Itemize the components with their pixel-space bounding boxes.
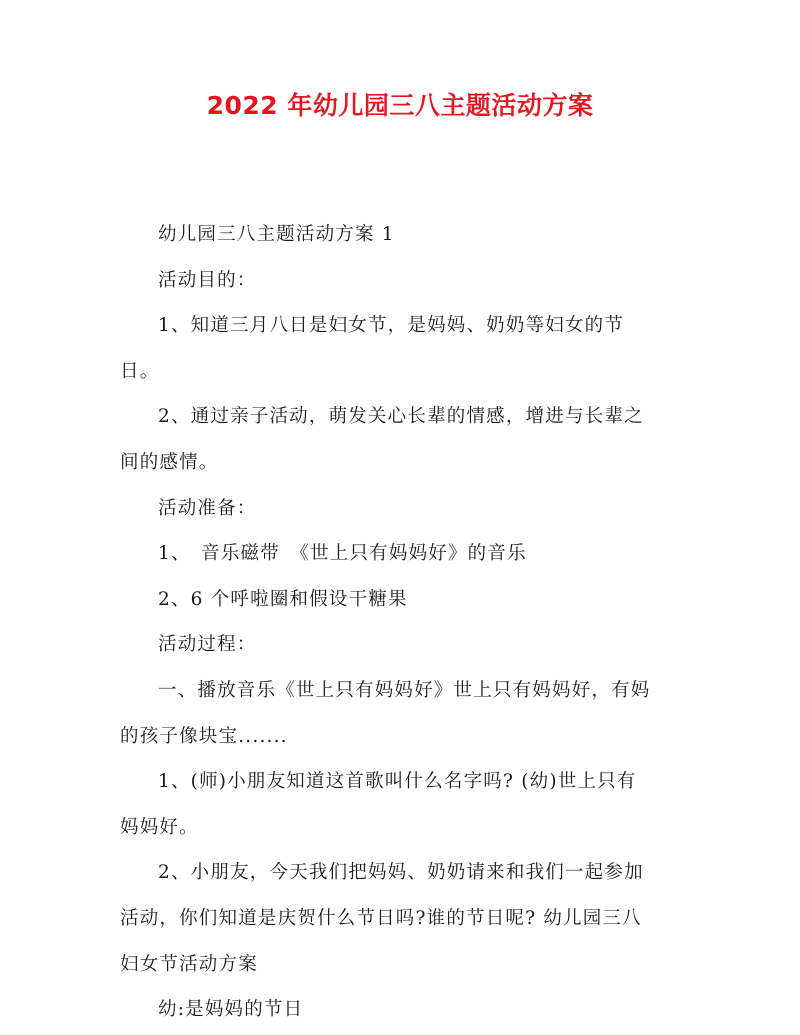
paragraph-line: 的孩子像块宝....... (120, 725, 288, 747)
paragraph-line: 一、播放音乐《世上只有妈妈好》世上只有妈妈好，有妈 (158, 679, 651, 701)
paragraph-line: 1、知道三月八日是妇女节，是妈妈、奶奶等妇女的节 (158, 315, 625, 337)
paragraph-line: 间的感情。 (120, 451, 219, 473)
paragraph-line: 妈妈好。 (120, 816, 199, 838)
paragraph-line: 幼儿园三八主题活动方案 1 (158, 224, 395, 245)
paragraph-line: 幼:是妈妈的节日 (158, 999, 304, 1021)
paragraph-line: 活动目的： (158, 269, 257, 291)
paragraph-line: 活动过程： (158, 634, 257, 656)
paragraph-line: 1、 音乐磁带 《世上只有妈妈好》的音乐 (158, 543, 527, 565)
paragraph-line: 日。 (120, 360, 160, 382)
paragraph-line: 妇女节活动方案 (120, 953, 258, 975)
document-title: 2022 年幼儿园三八主题活动方案 (206, 91, 594, 120)
document-body (120, 212, 680, 1033)
paragraph-line: 1、(师)小朋友知道这首歌叫什么名字吗? (幼)世上只有 (158, 771, 637, 793)
paragraph-line: 活动准备： (158, 497, 257, 519)
paragraph-line: 2、6 个呼啦圈和假设干糖果 (158, 588, 408, 610)
paragraph-line: 2、通过亲子活动，萌发关心长辈的情感，增进与长辈之 (158, 406, 644, 428)
paragraph-line: 活动，你们知道是庆贺什么节日吗?谁的节日呢? 幼儿园三八 (120, 907, 642, 929)
paragraph-line: 2、小朋友，今天我们把妈妈、奶奶请来和我们一起参加 (158, 862, 644, 884)
